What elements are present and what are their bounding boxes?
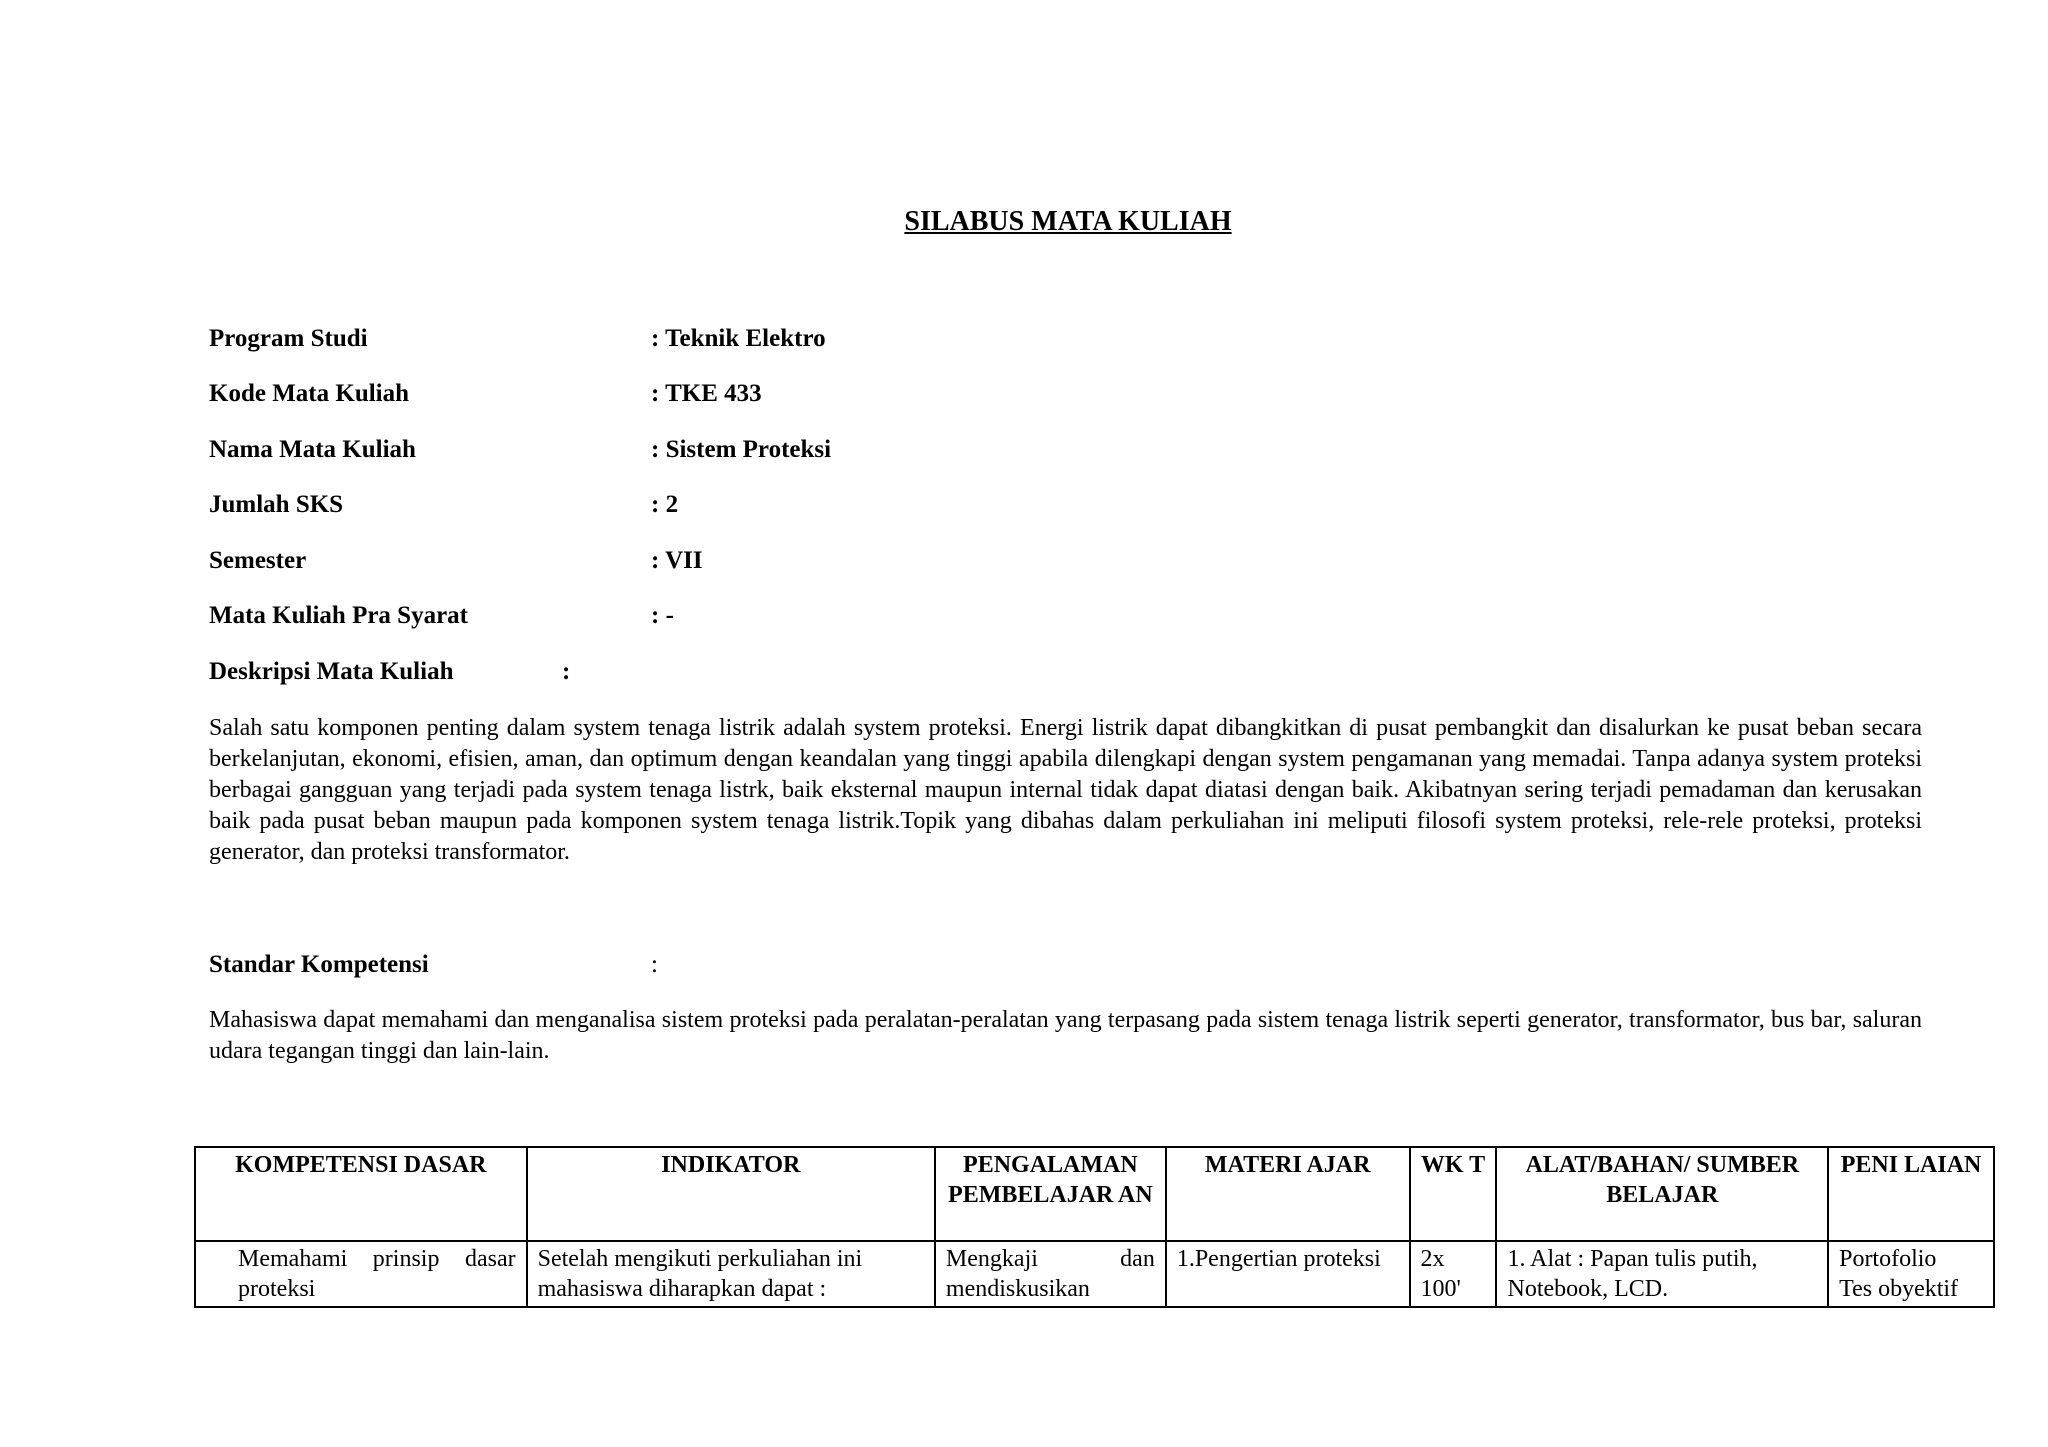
meta-label: Semester — [209, 547, 307, 574]
meta-value: : Sistem Proteksi — [651, 436, 832, 463]
header-pengalaman: PENGALAMAN PEMBELAJAR AN — [935, 1147, 1166, 1241]
header-indikator: INDIKATOR — [527, 1147, 935, 1241]
cell-pengalaman — [935, 1241, 1166, 1307]
syllabus-table — [194, 1146, 1995, 1308]
header-alat-bahan: ALAT/BAHAN/ SUMBER BELAJAR — [1496, 1147, 1828, 1241]
meta-label: Nama Mata Kuliah — [209, 436, 416, 463]
cell-alat: 1. Alat : Papan tulis putih, Notebook, LCD. — [1496, 1241, 1828, 1307]
cell-penilaian — [1828, 1241, 1994, 1307]
description-colon: : — [562, 658, 571, 685]
cell-pengalaman-line1: Mengkaji dan — [945, 1246, 1155, 1272]
meta-value: : TKE 433 — [651, 380, 762, 407]
meta-value: : - — [651, 602, 674, 629]
header-materi-ajar: MATERI AJAR — [1166, 1147, 1410, 1241]
meta-label: Jumlah SKS — [209, 491, 344, 518]
meta-label: Kode Mata Kuliah — [209, 380, 410, 407]
cell-materi: 1.Pengertian proteksi — [1166, 1241, 1410, 1307]
header-kompetensi-dasar: KOMPETENSI DASAR — [195, 1147, 527, 1241]
meta-value: : Teknik Elektro — [651, 325, 826, 352]
description-text: Salah satu komponen penting dalam system tenaga listrik adalah system proteksi. Energi listrik dapat dibangkitkan di pusat pembangkit dan disalurkan ke pusat beban secara berkelanjutan, ekonomi, efisien, aman, dan optimum dengan keandalan yang tinggi apabila dilengkapi dengan system pengamanan yang memadai. Tanpa adanya system proteksi berbagai gangguan yang terjadi pada system tenaga listrk, baik eksternal maupun internal tidak dapat diatasi dengan baik. Akibatnyan sering terjadi pemadaman dan kerusakan baik pada pusat beban maupun pada komponen system tenaga listrik.Topik yang dibahas dalam perkuliahan ini meliputi filosofi system proteksi, rele-rele proteksi, proteksi generator, dan proteksi transformator. — [209, 715, 1922, 865]
competency-text: Mahasiswa dapat memahami dan menganalisa sistem proteksi pada peralatan-peralatan yang terpasang pada sistem tenaga listrik seperti generator, transformator, bus bar, saluran udara tegangan tinggi dan lain-lain. — [209, 1007, 1922, 1064]
cell-penilaian-line2: Tes obyektif — [1839, 1276, 1959, 1302]
cell-penilaian-line1: Portofolio — [1839, 1246, 1937, 1272]
table-row — [195, 1241, 1994, 1307]
meta-label: Program Studi — [209, 325, 368, 352]
meta-value: : 2 — [651, 491, 679, 518]
competency-colon: : — [651, 951, 658, 978]
header-waktu: WK T — [1410, 1147, 1497, 1241]
cell-kompetensi: Memahami prinsip dasar proteksi — [195, 1241, 527, 1307]
competency-label: Standar Kompetensi — [209, 951, 429, 978]
table-header-row — [195, 1147, 1994, 1241]
description-label: Deskripsi Mata Kuliah — [209, 658, 454, 685]
meta-value: : VII — [651, 547, 703, 574]
meta-label: Mata Kuliah Pra Syarat — [209, 602, 469, 629]
page-title: SILABUS MATA KULIAH — [904, 206, 1232, 237]
header-penilaian: PENI LAIAN — [1828, 1147, 1994, 1241]
cell-indikator: Setelah mengikuti perkuliahan ini mahasiswa diharapkan dapat : — [527, 1241, 935, 1307]
cell-waktu: 2x 100' — [1410, 1241, 1497, 1307]
cell-pengalaman-line2: mendiskusikan — [945, 1276, 1090, 1302]
